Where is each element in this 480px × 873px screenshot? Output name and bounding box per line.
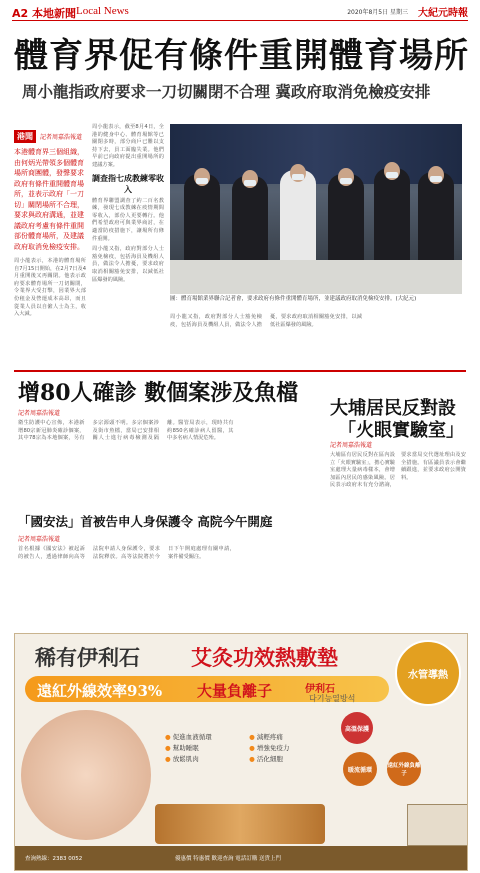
ad-band-text-2: 大量負離子 (197, 682, 273, 700)
byline: 記者周嘉浩報道 (18, 536, 61, 543)
story-2 (18, 408, 308, 516)
section-label-en: Local News (76, 5, 129, 17)
lead-paragraph: 本港體育界三個組織，由何炳光帶領多個體育場所商團體，發聲要求政府有條件重開體育場所，並表示政府「一刀切」關閉場所不合理，要求與政府溝通，並建議政府考慮有條件重開部份體育場所，及建議政府取消免檢疫安排。 (14, 148, 84, 251)
ad-feature-item: ● 增強免疫力 (249, 744, 290, 752)
ad-feature-item: ● 減輕疼痛 (249, 733, 283, 741)
main-story-col-1 (14, 124, 86, 319)
story-2-headline: 增80人確診 數個案涉及魚檔 (18, 380, 299, 406)
ad-title-1: 稀有伊利石 (35, 645, 140, 670)
news-tag: 港聞 (14, 130, 36, 143)
byline: 記者周嘉浩報道 (40, 134, 83, 141)
ad-korean-text: 다기능열방석 (309, 694, 356, 703)
page-header (12, 4, 468, 21)
ad-feature-item: ● 放鬆肌肉 (165, 755, 199, 763)
story-3-headline-line-2: 「火眼實驗室」 (338, 420, 464, 441)
ad-badge: 高溫保護 (341, 712, 373, 744)
photo-table (170, 260, 462, 294)
issue-date: 2020年8月5日 星期三 (347, 9, 408, 16)
photo-mask (430, 176, 442, 182)
product-box-image (407, 804, 468, 846)
story-4-headline: 「國安法」首被告申人身保護令 高院今午開庭 (18, 514, 273, 529)
main-story-continued (170, 314, 462, 329)
body-paragraph: 周小龍表示，本港的體育場所自7月15日開始，在2月7日及4月重開後又再關閉。他表示政府要求體育場所一刀切關閉，令業界大受打擊，因業界大部份租金及營運成本高昂，而且從業人員以自僱人士為主，收入大減。 (14, 258, 86, 318)
body-paragraph: 周小龍又指，政府對部分人士豁免檢疫，包括海員及機組人員，做法令人擔憂，要求政府取消相關豁免安排，以減低社區爆發的風險。 (92, 246, 164, 283)
ad-feature-item: ● 活化細胞 (249, 755, 283, 763)
ad-feature-item: ● 促進血液循環 (165, 733, 212, 741)
ad-model-photo (21, 710, 151, 840)
photo-mask (244, 180, 256, 186)
story-3 (330, 440, 466, 632)
newspaper-logo: 大紀元時報 (418, 8, 468, 19)
body-paragraph: 體育界聯盟調查了約二百名教練，發現七成教練在疫情期間零收入，部份人更要轉行。他們希望政府可與業界商討，在適當防疫措施下，讓場所有條件重開。 (92, 197, 164, 242)
body-paragraph: 大埔區有居民反對在區內設立「火眼實驗室」，擔心實驗室處理大量病毒樣本，會增加區內居民的感染風險。居民表示政府未有充分諮詢，要求當局交代選址理由及安全措施。有區議員表示會繼續跟進，並要求政府公開資料。 (330, 452, 466, 489)
ad-features (165, 732, 335, 765)
byline: 記者周嘉浩報道 (18, 410, 61, 417)
photo-mask (196, 178, 208, 184)
ad-badge: 遠紅外線負離子 (387, 752, 421, 786)
ad-badge: 暖流循環 (343, 752, 377, 786)
ad-title-2: 艾灸功效熱敷墊 (191, 645, 338, 670)
ad-badge: 水管導熱 (395, 640, 461, 706)
photo-mask (340, 178, 352, 184)
article-subhead: 調查指七成教練零收入 (92, 173, 164, 194)
section-divider (14, 370, 466, 372)
photo-backdrop (170, 124, 462, 184)
ad-feature-item: ● 幫助睡眠 (165, 744, 199, 752)
body-paragraph: 周小龍又指，政府對部分人士豁免檢疫，包括海員及機組人員，做法令人擔憂，要求政府取消相關豁免安排，以減低社區爆發的風險。 (170, 314, 362, 328)
body-paragraph: 周小龍表示，截至8月4日，全港的健身中心、體育場館等已關閉多時，部分商戶已難以支持下去，員工面臨失業。他們早前已向政府提出重開場所的建議方案。 (92, 124, 164, 168)
main-story-col-2 (92, 124, 164, 284)
section-label: A2 本地新聞 (12, 7, 76, 20)
photo-mask (386, 172, 398, 178)
advertisement[interactable] (14, 633, 468, 871)
photo-mask (292, 174, 304, 180)
heat-mat-image (155, 804, 325, 844)
main-headline: 體育界促有條件重開體育場所 (14, 36, 469, 76)
body-paragraph: 首名根據《國安法》被起訴的被告人，透過律師向高等法院申請人身保護令，要求法院釋放。高等法院將於今日下午開庭處理有關申請，案件備受關注。 (18, 546, 235, 560)
ad-magic-word: 伊利石 (305, 684, 335, 695)
story-3-headline-line-1: 大埔居民反對設 (330, 398, 456, 419)
main-subheadline: 周小龍指政府要求一刀切關閉不合理 冀政府取消免檢疫安排 (22, 82, 431, 101)
press-conference-photo (170, 124, 462, 294)
story-4 (18, 534, 310, 634)
byline: 記者周嘉浩報道 (330, 442, 373, 449)
photo-caption: 圖：體育場館業界聯合記者會，要求政府有條件重開體育場所，並建議政府取消免檢疫安排。(大紀元) (170, 296, 417, 302)
ad-contact: 查詢熱線：2383 0052 (25, 856, 83, 862)
ad-footer-text: 優惠價 特惠價 歡迎查詢 電話訂購 送貨上門 (175, 856, 281, 862)
ad-footer (15, 846, 467, 870)
ad-band-text-1: 遠紅外線效率93% (37, 682, 163, 700)
body-paragraph: 衛生防護中心宣佈，本港新增80宗新冠肺炎確診個案，其中78宗為本地個案，另有多宗源頭不明。多宗個案涉及街市魚檔，當局已安排相關人士進行病毒檢測及隔離。醫管局表示，現時共有約850名確診病人留醫，其中多名病人情況危殆。 (18, 420, 234, 442)
